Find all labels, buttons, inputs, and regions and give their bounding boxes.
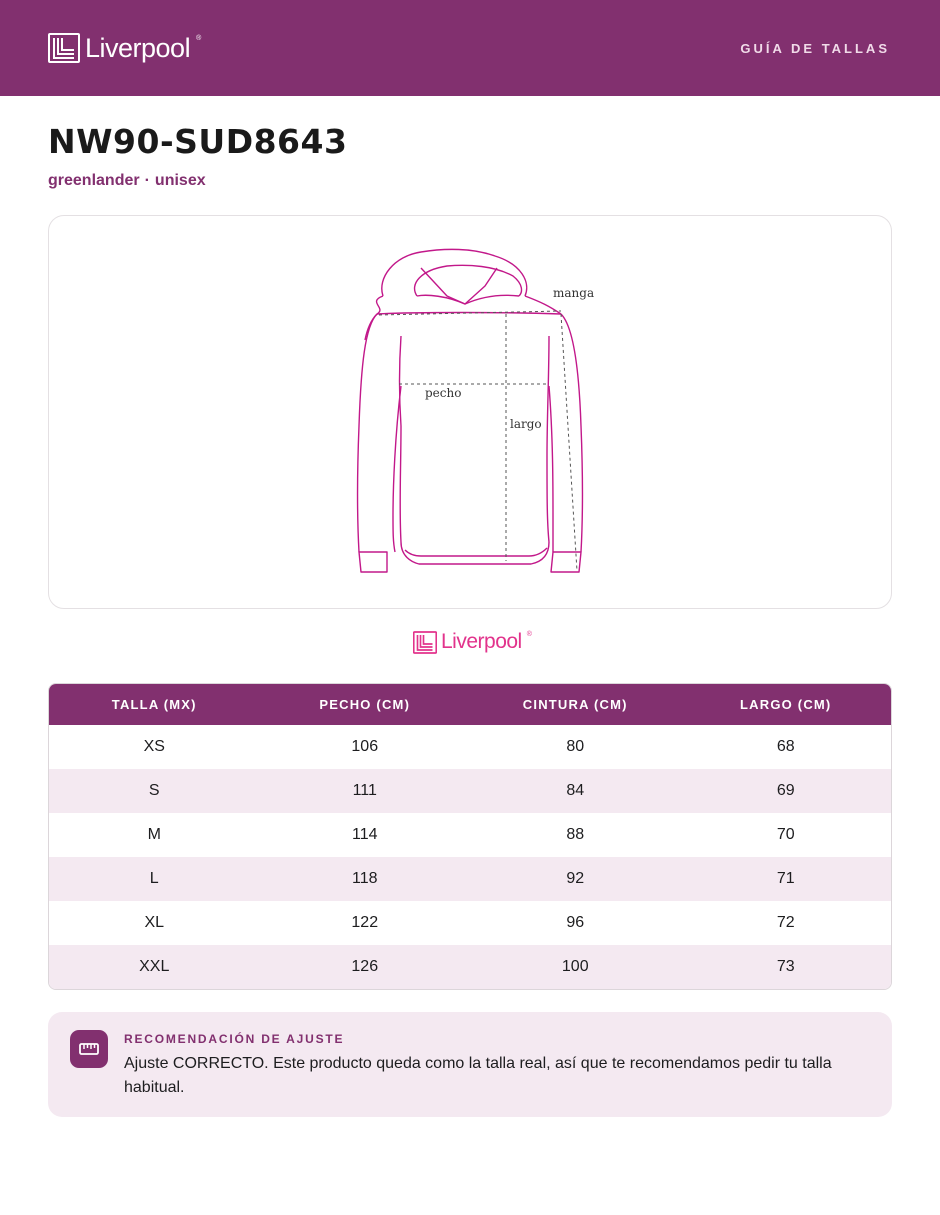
header-length: LARGO (CM) [681, 684, 892, 725]
cell-size: L [49, 857, 260, 901]
cell-chest: 114 [351, 826, 378, 843]
product-gender: unisex [154, 172, 206, 189]
table-row [49, 901, 891, 945]
cell-waist: 84 [470, 769, 681, 813]
cell-length: 68 [776, 738, 795, 755]
recommendation-label: RECOMENDACIÓN DE AJUSTE [124, 1032, 345, 1046]
cell-chest: 122 [351, 914, 379, 931]
cell-size: XS [143, 738, 165, 755]
chest-label: pecho [425, 386, 462, 400]
sleeve-label: manga [553, 286, 595, 300]
cell-length: 73 [681, 945, 892, 989]
table-row [49, 725, 891, 769]
table-header-row [49, 684, 891, 725]
length-label: largo [510, 417, 542, 431]
cell-size: XL [144, 914, 165, 931]
header-waist: CINTURA (CM) [470, 684, 681, 725]
cell-size: M [147, 826, 161, 843]
table-row [49, 813, 891, 857]
table-row [49, 857, 891, 901]
liverpool-logo-icon [48, 33, 80, 63]
cell-chest: 118 [260, 857, 471, 901]
ruler-icon [70, 1030, 108, 1068]
hoodie-diagram [49, 216, 893, 610]
subtitle-separator: · [144, 172, 150, 189]
table-row [49, 945, 891, 989]
fit-recommendation [48, 1012, 892, 1117]
liverpool-logo[interactable] [48, 33, 201, 64]
product-brand: greenlander [48, 172, 140, 189]
cell-chest: 111 [260, 769, 471, 813]
cell-waist: 88 [566, 826, 585, 843]
liverpool-brand-mid [413, 630, 532, 654]
cell-length: 69 [681, 769, 892, 813]
section-title: GUÍA DE TALLAS [740, 40, 890, 56]
hoodie-outline [358, 249, 583, 572]
product-subtitle [48, 172, 206, 190]
liverpool-logo-icon-pink [413, 631, 437, 654]
header-chest: PECHO (CM) [260, 684, 471, 725]
cell-length: 72 [776, 914, 795, 931]
recommendation-text: Ajuste CORRECTO. Este producto queda como la talla real, así que te recomendamos pedir tu talla habitual. [124, 1055, 832, 1096]
cell-waist: 96 [566, 914, 585, 931]
size-table [48, 683, 892, 990]
cell-waist: 92 [470, 857, 681, 901]
liverpool-logo-text: Liverpool [85, 32, 191, 63]
cell-waist: 80 [566, 738, 585, 755]
header-size: TALLA (MX) [49, 684, 260, 725]
cell-size: S [49, 769, 260, 813]
cell-chest: 126 [260, 945, 471, 989]
garment-diagram-card [48, 215, 892, 609]
product-code: NW90-SUD8643 [48, 122, 348, 161]
table-row [49, 769, 891, 813]
page-header [0, 0, 940, 96]
cell-waist: 100 [470, 945, 681, 989]
cell-size: XXL [49, 945, 260, 989]
trademark-mark: ® [196, 34, 202, 42]
cell-chest: 106 [351, 738, 379, 755]
cell-length: 71 [681, 857, 892, 901]
cell-length: 70 [776, 826, 795, 843]
trademark-mark-mid: ® [526, 630, 532, 638]
liverpool-brand-text: Liverpool [441, 630, 522, 653]
